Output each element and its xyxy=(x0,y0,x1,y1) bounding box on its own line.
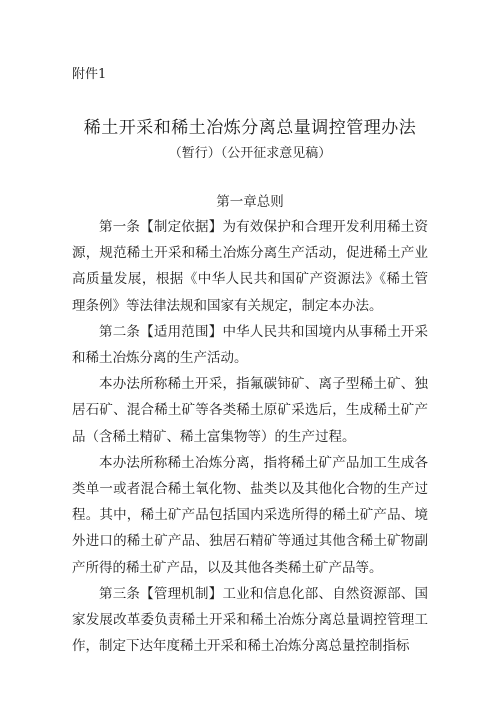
paragraph-article-2: 第二条【适用范围】中华人民共和国境内从事稀土开采和稀土冶炼分离的生产活动。 xyxy=(72,323,428,367)
document-title: 稀土开采和稀土冶炼分离总量调控管理办法 xyxy=(83,118,417,138)
document-subtitle: （暂行）（公开征求意见稿） xyxy=(168,146,332,161)
paragraph-article-1: 第一条【制定依据】为有效保护和合理开发利用稀土资源，规范稀土开采和稀土冶炼分离生产活动，促进稀土产业高质量发展，根据《中华人民共和国矿产资源法》《稀土管理条例》等法律法规和国家有关规定，制定本办法。 xyxy=(72,219,428,314)
paragraph-smelting-definition: 本办法所称稀土冶炼分离，指将稀土矿产品加工生成各类单一或者混合稀土氧化物、盐类以及其他化合物的生产过程。其中，稀土矿产品包括国内采选所得的稀土矿产品、境外进口的稀土矿产品、独居石精矿等通过其他含稀土矿物副产所得的稀土矿产品，以及其他各类稀土矿产品等。 xyxy=(72,454,428,576)
document-body xyxy=(72,214,428,659)
chapter-heading: 第一章总则 xyxy=(216,194,284,210)
paragraph-mining-definition: 本办法所称稀土开采，指氟碳铈矿、离子型稀土矿、独居石矿、混合稀土矿等各类稀土原矿采选后，生成稀土矿产品（含稀土精矿、稀土富集物等）的生产过程。 xyxy=(72,376,428,445)
paragraph-article-3: 第三条【管理机制】工业和信息化部、自然资源部、国家发展改革委负责稀土开采和稀土冶炼分离总量调控管理工作，制定下达年度稀土开采和稀土冶炼分离总量控制指标 xyxy=(72,585,428,655)
attachment-label: 附件1 xyxy=(72,67,107,82)
